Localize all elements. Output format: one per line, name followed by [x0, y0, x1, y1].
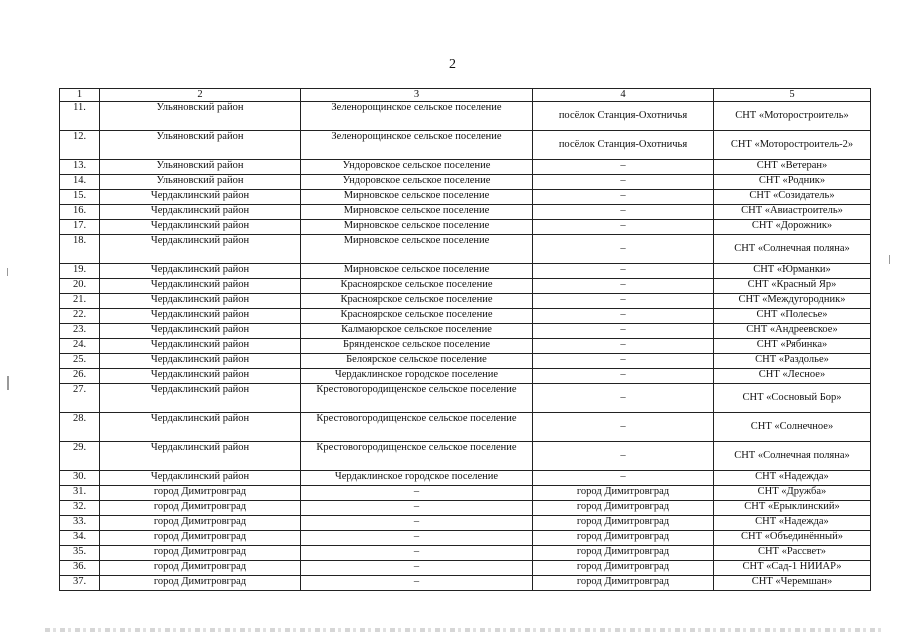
- snt-cell: СНТ «Андреевское»: [714, 324, 871, 339]
- settlement-cell: Чердаклинское городское поселение: [301, 369, 533, 384]
- district-cell: Чердаклинский район: [100, 190, 301, 205]
- district-cell: Чердаклинский район: [100, 369, 301, 384]
- locality-cell: –: [533, 190, 714, 205]
- locality-cell: –: [533, 264, 714, 279]
- snt-cell: СНТ «Надежда»: [714, 471, 871, 486]
- header-row: [60, 89, 871, 102]
- snt-cell: СНТ «Моторостроитель-2»: [714, 131, 871, 160]
- settlement-cell: Мирновское сельское поселение: [301, 220, 533, 235]
- number-cell: 32.: [60, 501, 100, 516]
- snt-cell: СНТ «Красный Яр»: [714, 279, 871, 294]
- settlement-cell: Зеленорощинское сельское поселение: [301, 131, 533, 160]
- settlement-cell: Красноярское сельское поселение: [301, 309, 533, 324]
- locality-cell: посёлок Станция-Охотничья: [533, 102, 714, 131]
- header-cell-3: 3: [301, 89, 533, 102]
- settlement-cell: Мирновское сельское поселение: [301, 190, 533, 205]
- settlement-cell: –: [301, 531, 533, 546]
- district-cell: город Димитровград: [100, 531, 301, 546]
- table-row: [60, 175, 871, 190]
- table-row: [60, 190, 871, 205]
- settlement-cell: –: [301, 546, 533, 561]
- locality-cell: –: [533, 442, 714, 471]
- table-row: [60, 294, 871, 309]
- snt-cell: СНТ «Рябинка»: [714, 339, 871, 354]
- number-cell: 19.: [60, 264, 100, 279]
- settlement-cell: Мирновское сельское поселение: [301, 264, 533, 279]
- number-cell: 33.: [60, 516, 100, 531]
- locality-cell: –: [533, 235, 714, 264]
- table-row: [60, 354, 871, 369]
- number-cell: 25.: [60, 354, 100, 369]
- snt-cell: СНТ «Солнечная поляна»: [714, 235, 871, 264]
- district-cell: Чердаклинский район: [100, 384, 301, 413]
- table-row: [60, 131, 871, 160]
- number-cell: 37.: [60, 576, 100, 591]
- table-row: [60, 102, 871, 131]
- district-cell: Чердаклинский район: [100, 413, 301, 442]
- settlement-cell: –: [301, 501, 533, 516]
- snt-cell: СНТ «Авиастроитель»: [714, 205, 871, 220]
- district-cell: Чердаклинский район: [100, 235, 301, 264]
- locality-cell: город Димитровград: [533, 516, 714, 531]
- settlement-cell: Ундоровское сельское поселение: [301, 175, 533, 190]
- settlement-cell: Зеленорощинское сельское поселение: [301, 102, 533, 131]
- snt-cell: СНТ «Сад-1 НИИАР»: [714, 561, 871, 576]
- district-cell: Чердаклинский район: [100, 339, 301, 354]
- snt-cell: СНТ «Лесное»: [714, 369, 871, 384]
- scan-noise: [45, 628, 885, 632]
- number-cell: 21.: [60, 294, 100, 309]
- table-row: [60, 546, 871, 561]
- settlement-cell: –: [301, 576, 533, 591]
- number-cell: 36.: [60, 561, 100, 576]
- district-cell: город Димитровград: [100, 501, 301, 516]
- scan-mark-left: [7, 376, 9, 390]
- settlement-cell: Мирновское сельское поселение: [301, 205, 533, 220]
- locality-cell: город Димитровград: [533, 546, 714, 561]
- number-cell: 18.: [60, 235, 100, 264]
- district-cell: город Димитровград: [100, 516, 301, 531]
- number-cell: 26.: [60, 369, 100, 384]
- locality-cell: город Димитровград: [533, 561, 714, 576]
- snt-cell: СНТ «Родник»: [714, 175, 871, 190]
- locality-cell: –: [533, 294, 714, 309]
- locality-cell: город Димитровград: [533, 501, 714, 516]
- settlement-cell: Чердаклинское городское поселение: [301, 471, 533, 486]
- locality-cell: город Димитровград: [533, 576, 714, 591]
- snt-cell: СНТ «Сосновый Бор»: [714, 384, 871, 413]
- table-row: [60, 279, 871, 294]
- table-row: [60, 160, 871, 175]
- snt-cell: СНТ «Дорожник»: [714, 220, 871, 235]
- district-cell: город Димитровград: [100, 546, 301, 561]
- district-cell: Ульяновский район: [100, 131, 301, 160]
- number-cell: 20.: [60, 279, 100, 294]
- header-cell-4: 4: [533, 89, 714, 102]
- number-cell: 14.: [60, 175, 100, 190]
- locality-cell: –: [533, 160, 714, 175]
- locality-cell: –: [533, 279, 714, 294]
- registry-table: [59, 88, 871, 591]
- scan-mark-left-2: [7, 268, 8, 276]
- snt-cell: СНТ «Междугородник»: [714, 294, 871, 309]
- district-cell: Чердаклинский район: [100, 279, 301, 294]
- snt-cell: СНТ «Черемшан»: [714, 576, 871, 591]
- locality-cell: город Димитровград: [533, 486, 714, 501]
- settlement-cell: Крестовогородищенское сельское поселение: [301, 384, 533, 413]
- district-cell: город Димитровград: [100, 576, 301, 591]
- number-cell: 27.: [60, 384, 100, 413]
- number-cell: 13.: [60, 160, 100, 175]
- settlement-cell: Ундоровское сельское поселение: [301, 160, 533, 175]
- page-number: 2: [449, 57, 456, 72]
- locality-cell: город Димитровград: [533, 531, 714, 546]
- locality-cell: посёлок Станция-Охотничья: [533, 131, 714, 160]
- settlement-cell: Крестовогородищенское сельское поселение: [301, 442, 533, 471]
- settlement-cell: –: [301, 516, 533, 531]
- district-cell: Ульяновский район: [100, 160, 301, 175]
- number-cell: 31.: [60, 486, 100, 501]
- settlement-cell: Красноярское сельское поселение: [301, 294, 533, 309]
- snt-cell: СНТ «Дружба»: [714, 486, 871, 501]
- snt-cell: СНТ «Солнечное»: [714, 413, 871, 442]
- locality-cell: –: [533, 413, 714, 442]
- district-cell: Чердаклинский район: [100, 294, 301, 309]
- table-row: [60, 516, 871, 531]
- locality-cell: –: [533, 220, 714, 235]
- snt-cell: СНТ «Юрманки»: [714, 264, 871, 279]
- table-row: [60, 220, 871, 235]
- district-cell: Чердаклинский район: [100, 324, 301, 339]
- locality-cell: –: [533, 354, 714, 369]
- table-row: [60, 442, 871, 471]
- table-row: [60, 324, 871, 339]
- table-row: [60, 576, 871, 591]
- settlement-cell: Крестовогородищенское сельское поселение: [301, 413, 533, 442]
- snt-cell: СНТ «Полесье»: [714, 309, 871, 324]
- district-cell: Чердаклинский район: [100, 471, 301, 486]
- table-row: [60, 369, 871, 384]
- settlement-cell: Калмаюрское сельское поселение: [301, 324, 533, 339]
- district-cell: Чердаклинский район: [100, 442, 301, 471]
- district-cell: город Димитровград: [100, 486, 301, 501]
- table-row: [60, 531, 871, 546]
- settlement-cell: Красноярское сельское поселение: [301, 279, 533, 294]
- table-row: [60, 309, 871, 324]
- scan-mark-right: [889, 255, 890, 264]
- settlement-cell: –: [301, 561, 533, 576]
- number-cell: 15.: [60, 190, 100, 205]
- settlement-cell: Мирновское сельское поселение: [301, 235, 533, 264]
- locality-cell: –: [533, 369, 714, 384]
- snt-cell: СНТ «Созидатель»: [714, 190, 871, 205]
- locality-cell: –: [533, 175, 714, 190]
- number-cell: 22.: [60, 309, 100, 324]
- number-cell: 35.: [60, 546, 100, 561]
- snt-cell: СНТ «Объединённый»: [714, 531, 871, 546]
- snt-cell: СНТ «Ветеран»: [714, 160, 871, 175]
- settlement-cell: Белоярское сельское поселение: [301, 354, 533, 369]
- table-row: [60, 339, 871, 354]
- table-row: [60, 235, 871, 264]
- snt-cell: СНТ «Ерыклинский»: [714, 501, 871, 516]
- number-cell: 16.: [60, 205, 100, 220]
- snt-cell: СНТ «Раздолье»: [714, 354, 871, 369]
- table-row: [60, 413, 871, 442]
- snt-cell: СНТ «Моторостроитель»: [714, 102, 871, 131]
- number-cell: 28.: [60, 413, 100, 442]
- locality-cell: –: [533, 324, 714, 339]
- table-row: [60, 561, 871, 576]
- locality-cell: –: [533, 339, 714, 354]
- snt-cell: СНТ «Надежда»: [714, 516, 871, 531]
- district-cell: город Димитровград: [100, 561, 301, 576]
- table-row: [60, 384, 871, 413]
- number-cell: 29.: [60, 442, 100, 471]
- locality-cell: –: [533, 205, 714, 220]
- header-cell-5: 5: [714, 89, 871, 102]
- settlement-cell: Брянденское сельское поселение: [301, 339, 533, 354]
- number-cell: 34.: [60, 531, 100, 546]
- table-row: [60, 486, 871, 501]
- district-cell: Ульяновский район: [100, 102, 301, 131]
- snt-cell: СНТ «Рассвет»: [714, 546, 871, 561]
- table-row: [60, 264, 871, 279]
- district-cell: Чердаклинский район: [100, 309, 301, 324]
- number-cell: 12.: [60, 131, 100, 160]
- district-cell: Чердаклинский район: [100, 220, 301, 235]
- table-row: [60, 471, 871, 486]
- table-body: [60, 102, 871, 591]
- snt-cell: СНТ «Солнечная поляна»: [714, 442, 871, 471]
- district-cell: Чердаклинский район: [100, 264, 301, 279]
- locality-cell: –: [533, 309, 714, 324]
- number-cell: 24.: [60, 339, 100, 354]
- header-cell-2: 2: [100, 89, 301, 102]
- number-cell: 11.: [60, 102, 100, 131]
- settlement-cell: –: [301, 486, 533, 501]
- district-cell: Ульяновский район: [100, 175, 301, 190]
- header-cell-1: 1: [60, 89, 100, 102]
- number-cell: 17.: [60, 220, 100, 235]
- table-row: [60, 501, 871, 516]
- district-cell: Чердаклинский район: [100, 205, 301, 220]
- table-row: [60, 205, 871, 220]
- number-cell: 23.: [60, 324, 100, 339]
- number-cell: 30.: [60, 471, 100, 486]
- locality-cell: –: [533, 471, 714, 486]
- district-cell: Чердаклинский район: [100, 354, 301, 369]
- locality-cell: –: [533, 384, 714, 413]
